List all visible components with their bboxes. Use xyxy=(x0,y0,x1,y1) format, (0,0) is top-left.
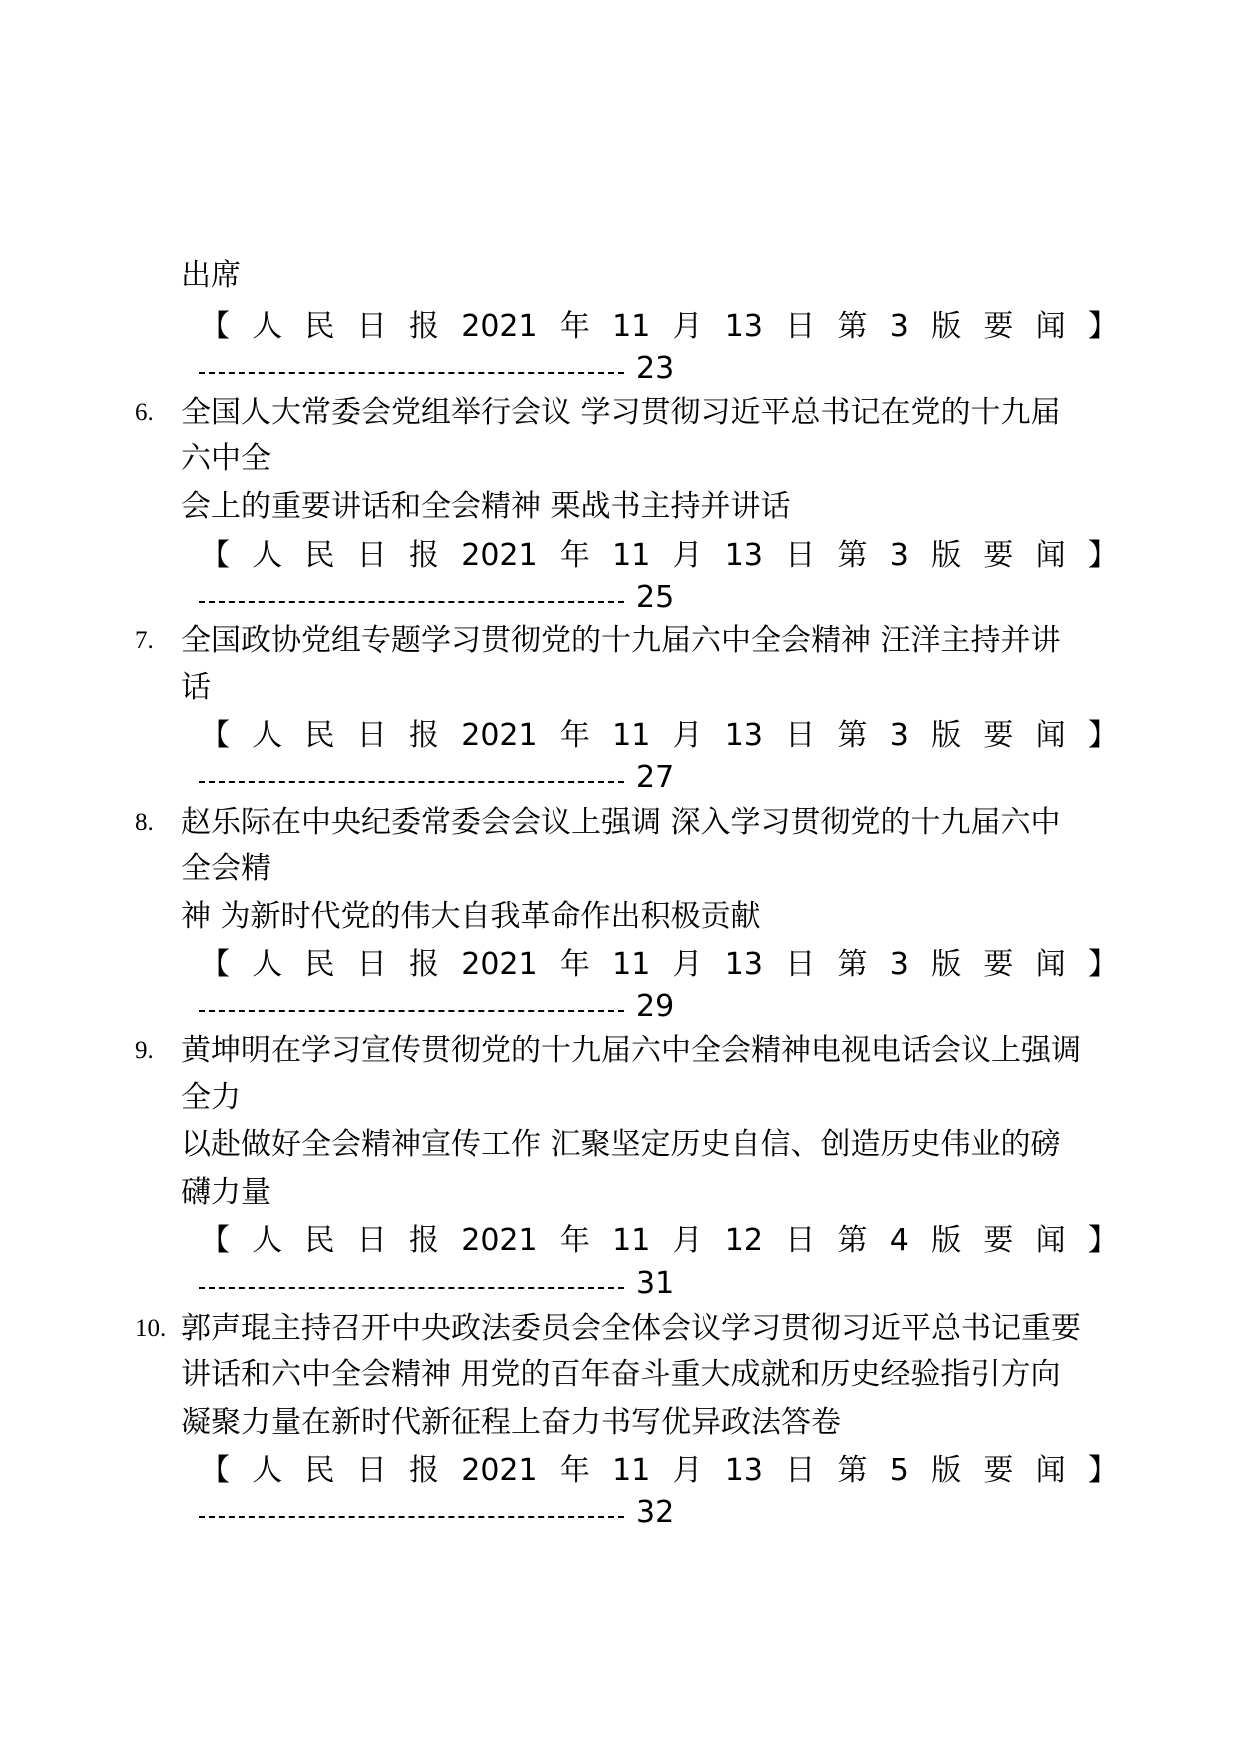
toc-entry-number: 8. xyxy=(135,809,154,836)
toc-entry-title-line[interactable]: 六中全 xyxy=(181,441,271,476)
toc-leader-line[interactable] xyxy=(199,1264,699,1304)
toc-entry-number: 6. xyxy=(135,399,154,426)
toc-leader-line[interactable] xyxy=(199,758,699,798)
dotted-leader xyxy=(199,601,624,603)
toc-entry-source: 【 人 民 日 报 2021 年 11 月 12 日 第 4 版 要 闻 】 xyxy=(200,1223,1118,1258)
toc-entry-title-line[interactable]: 以赴做好全会精神宣传工作 汇聚坚定历史自信、创造历史伟业的磅 xyxy=(181,1127,1061,1162)
toc-entry-number: 7. xyxy=(135,627,154,654)
toc-entry-title-line[interactable]: 全国人大常委会党组举行会议 学习贯彻习近平总书记在党的十九届 xyxy=(181,395,1061,430)
toc-entry-source: 【 人 民 日 报 2021 年 11 月 13 日 第 3 版 要 闻 】 xyxy=(200,718,1118,753)
toc-entry-source: 【 人 民 日 报 2021 年 11 月 13 日 第 3 版 要 闻 】 xyxy=(200,538,1118,573)
dotted-leader xyxy=(199,1287,624,1289)
dotted-leader xyxy=(199,372,624,374)
toc-leader-line[interactable] xyxy=(199,987,699,1027)
toc-leader-line[interactable] xyxy=(199,1493,699,1533)
toc-entry-title-line[interactable]: 全会精 xyxy=(181,851,271,886)
dotted-leader xyxy=(199,1010,624,1012)
toc-entry-title-line[interactable]: 凝聚力量在新时代新征程上奋力书写优异政法答卷 xyxy=(181,1405,841,1440)
toc-leader-line[interactable] xyxy=(199,578,699,618)
toc-page-number: 25 xyxy=(636,580,675,615)
toc-entry-title-line[interactable]: 讲话和六中全会精神 用党的百年奋斗重大成就和历史经验指引方向 xyxy=(181,1357,1061,1392)
toc-entry-title-line[interactable]: 赵乐际在中央纪委常委会会议上强调 深入学习贯彻党的十九届六中 xyxy=(181,805,1061,840)
toc-entry-title-line[interactable]: 会上的重要讲话和全会精神 栗战书主持并讲话 xyxy=(181,489,791,524)
toc-entry-title-line[interactable]: 郭声琨主持召开中央政法委员会全体会议学习贯彻习近平总书记重要 xyxy=(181,1311,1081,1346)
toc-entry-title-line[interactable]: 黄坤明在学习宣传贯彻党的十九届六中全会精神电视电话会议上强调 xyxy=(181,1033,1081,1068)
toc-entry-source: 【 人 民 日 报 2021 年 11 月 13 日 第 5 版 要 闻 】 xyxy=(200,1453,1118,1488)
toc-entry-title-line[interactable]: 全力 xyxy=(181,1080,241,1115)
dotted-leader xyxy=(199,1516,624,1518)
toc-page-number: 32 xyxy=(636,1495,675,1530)
toc-entry-title-line: 出席 xyxy=(181,258,241,293)
toc-entry-title-line[interactable]: 话 xyxy=(181,670,211,705)
toc-page-number: 23 xyxy=(636,351,675,386)
toc-page-number: 31 xyxy=(636,1266,675,1301)
dotted-leader xyxy=(199,781,624,783)
toc-entry-source: 【 人 民 日 报 2021 年 11 月 13 日 第 3 版 要 闻 】 xyxy=(200,947,1118,982)
toc-entry-number: 10. xyxy=(135,1315,167,1342)
toc-page-number: 29 xyxy=(636,989,675,1024)
toc-entry-number: 9. xyxy=(135,1037,154,1064)
toc-page-number: 27 xyxy=(636,760,675,795)
toc-entry-title-line[interactable]: 神 为新时代党的伟大自我革命作出积极贡献 xyxy=(181,899,761,934)
toc-entry-source: 【 人 民 日 报 2021 年 11 月 13 日 第 3 版 要 闻 】 xyxy=(200,309,1118,344)
toc-leader-line[interactable] xyxy=(199,349,699,389)
toc-entry-title-line[interactable]: 礴力量 xyxy=(181,1175,271,1210)
toc-entry-title-line[interactable]: 全国政协党组专题学习贯彻党的十九届六中全会精神 汪洋主持并讲 xyxy=(181,623,1061,658)
